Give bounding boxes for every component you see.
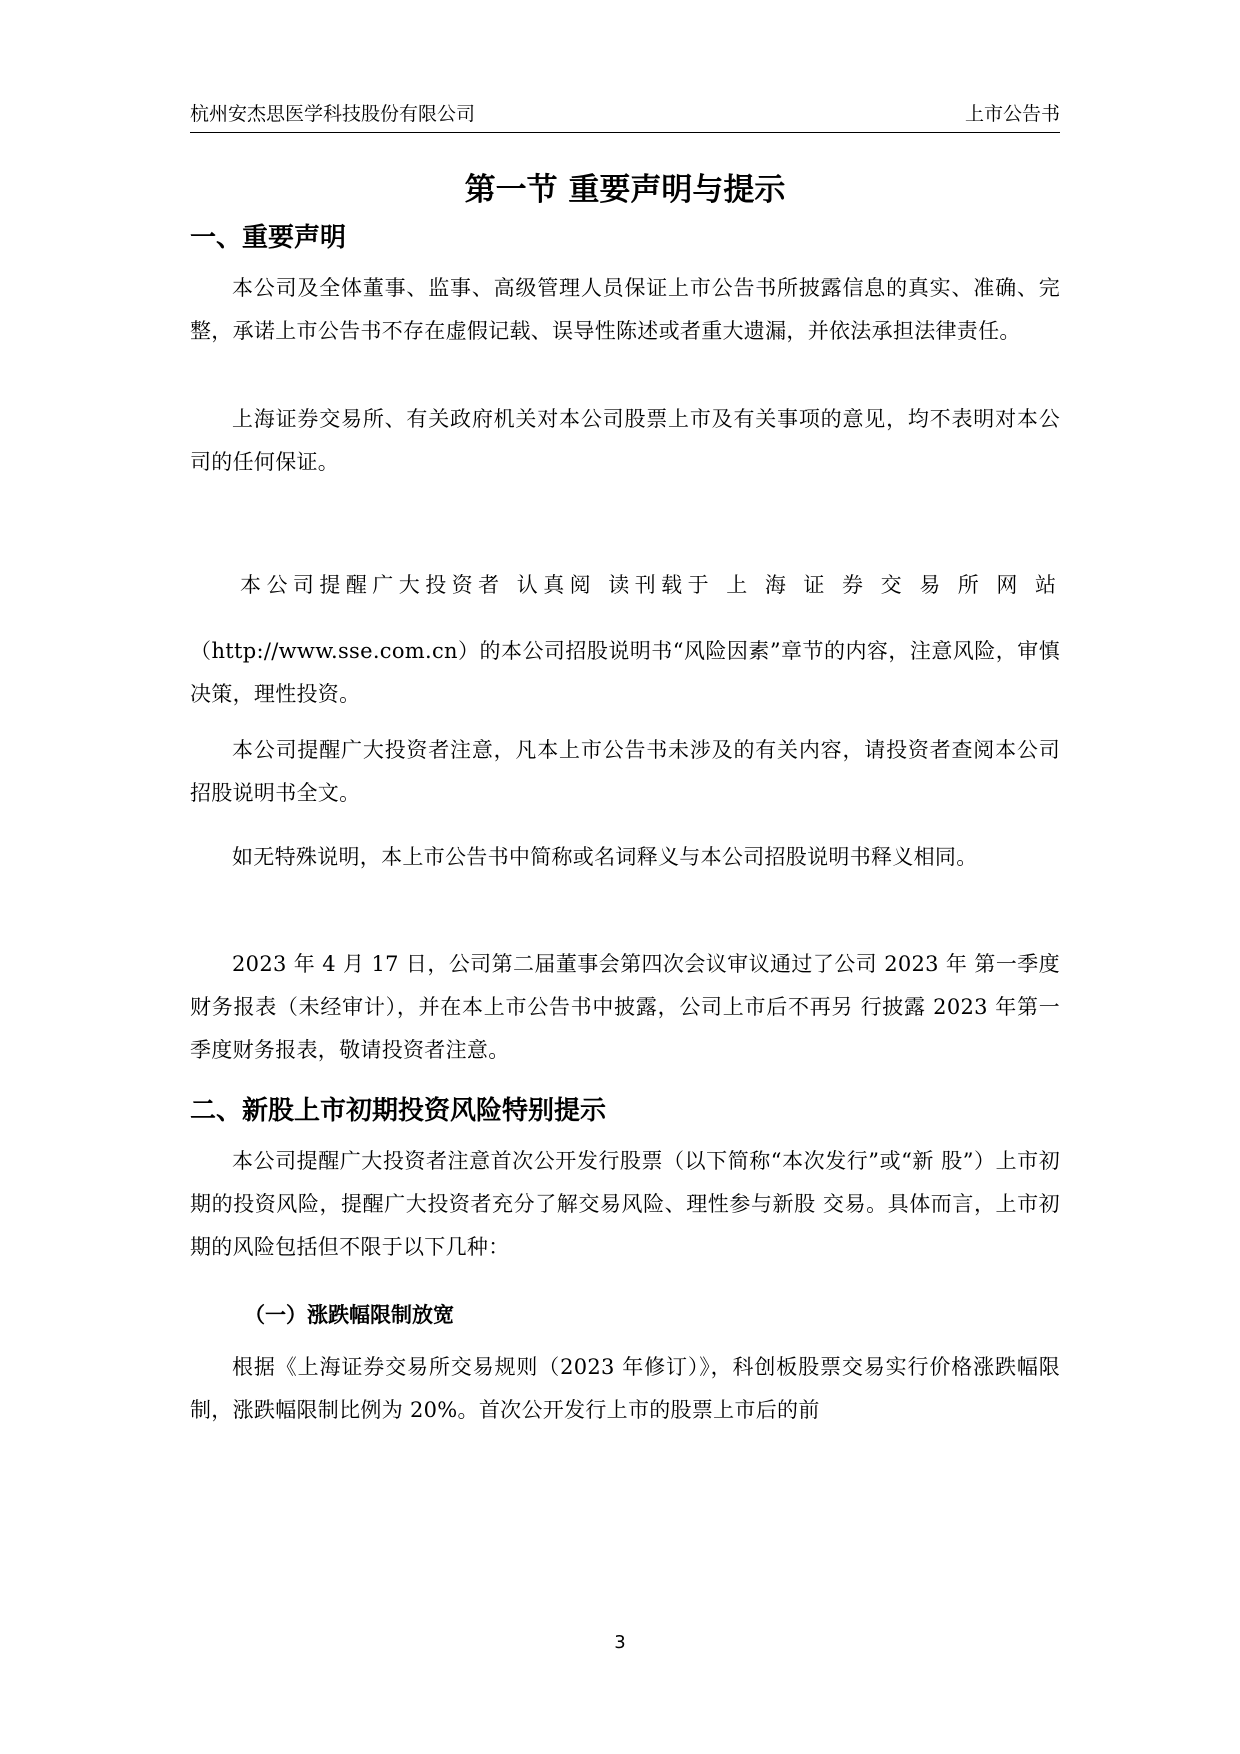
paragraph-statement-3-line2: （http://www.sse.com.cn）的本公司招股说明书“风险因素”章节的内容，注意风险，审慎决策，理性投资。 [190, 639, 1060, 706]
paragraph-risk-intro: 本公司提醒广大投资者注意首次公开发行股票（以下简称“本次发行”或“新 股”）上市初期的投资风险，提醒广大投资者充分了解交易风险、理性参与新股 交易。具体而言，上市初期的风险包括但不限于以下几种： [190, 1149, 1060, 1259]
section-heading-important-statement: 一、重要声明 [190, 223, 347, 253]
header-document-type: 上市公告书 [964, 103, 1060, 125]
chapter-title: 第一节 重要声明与提示 [464, 172, 786, 208]
page-header [190, 100, 1060, 133]
paragraph-statement-5: 如无特殊说明，本上市公告书中简称或名词释义与本公司招股说明书释义相同。 [232, 845, 978, 869]
paragraph-price-limit: 根据《上海证券交易所交易规则（2023 年修订）》，科创板股票交易实行价格涨跌幅限制，涨跌幅限制比例为 20%。首次公开发行上市的股票上市后的前 [190, 1355, 1060, 1422]
subsection-heading-price-limit: （一）涨跌幅限制放宽 [244, 1303, 454, 1327]
section-heading-ipo-risk: 二、新股上市初期投资风险特别提示 [190, 1096, 607, 1126]
page-number: 3 [614, 1632, 626, 1653]
paragraph-statement-2: 上海证券交易所、有关政府机关对本公司股票上市及有关事项的意见，均不表明对本公司的任何保证。 [190, 407, 1060, 474]
paragraph-statement-6: 2023 年 4 月 17 日，公司第二届董事会第四次会议审议通过了公司 2023 年 第一季度财务报表（未经审计），并在本上市公告书中披露，公司上市后不再另 行披露 2023 年第一季度财务报表，敬请投资者注意。 [190, 952, 1060, 1062]
paragraph-statement-4: 本公司提醒广大投资者注意，凡本上市公告书未涉及的有关内容，请投资者查阅本公司招股说明书全文。 [190, 738, 1060, 805]
header-company-name: 杭州安杰思医学科技股份有限公司 [190, 103, 476, 125]
paragraph-statement-3-line1: 本公司提醒广大投资者 认真阅 读刊载于 上 海 证 券 交 易 所 网 站 [240, 573, 1060, 597]
paragraph-statement-1: 本公司及全体董事、监事、高级管理人员保证上市公告书所披露信息的真实、准确、完整，承诺上市公告书不存在虚假记载、误导性陈述或者重大遗漏，并依法承担法律责任。 [190, 276, 1060, 343]
